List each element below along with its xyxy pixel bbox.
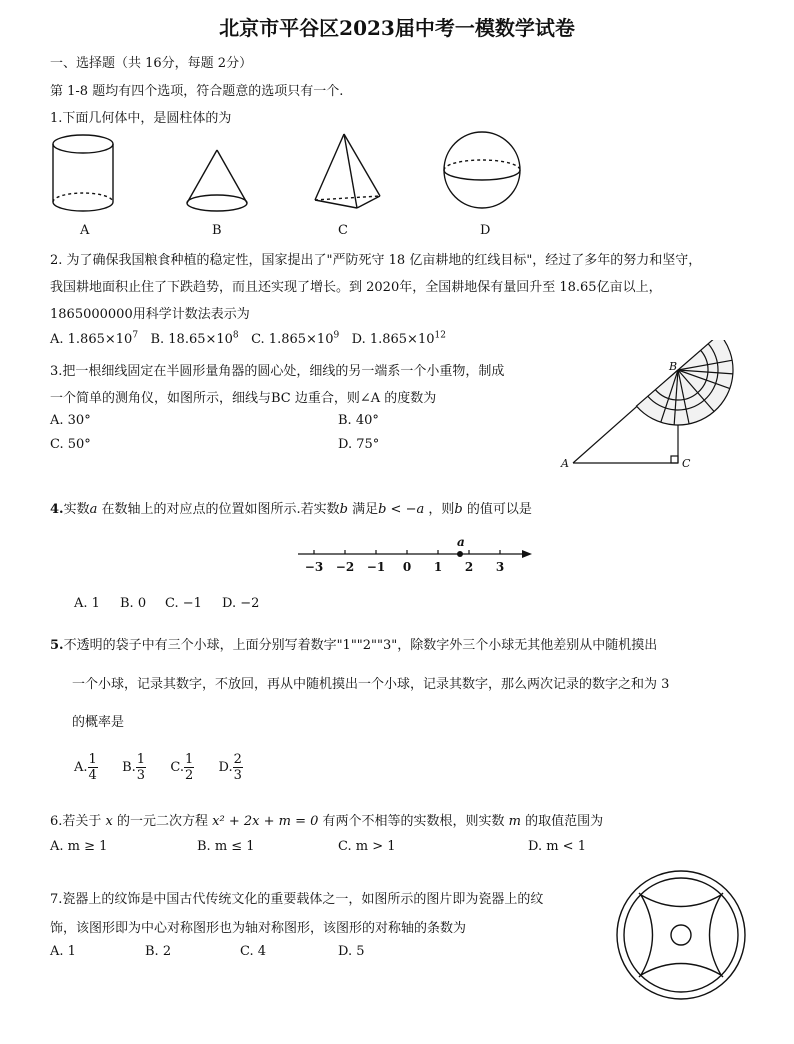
q5-option-d: D. $\frac{2}{3}$: [218, 752, 242, 783]
q5-line1: 5.不透明的袋子中有三个小球，上面分别写着数字"1""2""3"，除数字外三个小球无其他差别从中随机摸出: [50, 638, 658, 653]
q5-option-b: B. $\frac{1}{3}$: [122, 752, 146, 783]
q6-option-d: D. m < 1: [528, 839, 586, 854]
q4-option-d: D. −2: [222, 596, 260, 611]
q7-line1: 7.瓷器上的纹饰是中国古代传统文化的重要载体之一，如图所示的图片即为瓷器上的纹: [50, 892, 544, 907]
q5-option-a: A. $\frac{1}{4}$: [74, 752, 97, 783]
q2-option-c: C. $1.865\times 10^9$: [251, 331, 340, 348]
page-title: 北京市平谷区2023届中考一模数学试卷: [219, 16, 575, 40]
q3-label-c: C: [682, 457, 691, 470]
cone-shape: [187, 150, 247, 211]
q2-option-d: D. $1.865\times 10^{12}$: [351, 331, 446, 348]
q1-label-a: A: [80, 223, 90, 238]
q3-label-b: B: [669, 360, 678, 373]
q3-option-c: C. 50°: [50, 437, 91, 452]
q2-option-a: A. $1.865\times 10^7$: [50, 331, 139, 348]
number-line-figure: [290, 533, 540, 575]
q4-option-c: C. −1: [165, 596, 202, 611]
q6-option-a: A. m ≥ 1: [50, 839, 108, 854]
q3-option-a: A. 30°: [50, 413, 91, 428]
sphere-shape: [444, 132, 520, 208]
q2-line3: 1865000000用科学计数法表示为: [50, 307, 250, 322]
q7-option-d: D. 5: [338, 944, 365, 959]
svg-text:−1: −1: [366, 560, 386, 574]
q5-option-c: C. $\frac{1}{2}$: [170, 752, 194, 783]
q6-option-c: C. m > 1: [338, 839, 396, 854]
svg-text:1: 1: [433, 560, 443, 574]
q5-line3: 的概率是: [72, 715, 125, 730]
pyramid-shape: [315, 134, 380, 208]
section-instruction: 第 1-8 题均有四个选项，符合题意的选项只有一个.: [50, 84, 344, 99]
q2-option-b: B. $18.65\times 10^8$: [150, 331, 239, 348]
q3-line1: 3.把一根细线固定在半圆形量角器的圆心处，细线的另一端系一个小重物，制成: [50, 364, 505, 379]
q1-stem: 1.下面几何体中，是圆柱体的为: [50, 111, 232, 126]
svg-text:−3: −3: [304, 560, 324, 574]
q3-option-d: D. 75°: [338, 437, 380, 452]
q3-line2: 一个简单的测角仪，如图所示，细线与BC 边重合，则∠A 的度数为: [50, 391, 437, 406]
svg-text:2: 2: [464, 560, 474, 574]
point-a-label: a: [457, 535, 465, 549]
svg-text:0: 0: [402, 560, 412, 574]
q1-label-c: C: [338, 223, 348, 238]
q1-label-d: D: [480, 223, 491, 238]
q3-label-a: A: [561, 457, 569, 470]
svg-text:−2: −2: [335, 560, 355, 574]
protractor-triangle-figure: [555, 340, 740, 475]
section-heading: 一、选择题（共 16分，每题 2分）: [50, 56, 253, 71]
q4-stem: 4.实数a 在数轴上的对应点的位置如图所示.若实数b 满足b < −a ，则b 的值可以是: [50, 502, 532, 517]
point-a-marker: [457, 551, 463, 557]
q2-line1: 2. 为了确保我国粮食种植的稳定性，国家提出了"严防死守 18 亿亩耕地的红线目标"，经过了多年的努力和坚守，: [50, 253, 702, 268]
q4-option-a: A. 1: [74, 596, 100, 611]
q1-solids-figure: [40, 128, 560, 238]
q2-line2: 我国耕地面积止住了下跌趋势，而且还实现了增长。到 2020年，全国耕地保有量回升至 18.65亿亩以上，: [50, 280, 662, 295]
q6-option-b: B. m ≤ 1: [197, 839, 255, 854]
q5-line2: 一个小球，记录其数字，不放回，再从中随机摸出一个小球，记录其数字，那么两次记录的数字之和为 3: [72, 677, 670, 692]
q7-option-a: A. 1: [50, 944, 76, 959]
q4-option-b: B. 0: [120, 596, 147, 611]
q7-line2: 饰，该图形即为中心对称图形也为轴对称图形，该图形的对称轴的条数为: [50, 921, 467, 936]
q7-option-c: C. 4: [240, 944, 267, 959]
q3-option-b: B. 40°: [338, 413, 379, 428]
q6-stem: 6.若关于 x 的一元二次方程 x² + 2x + m = 0 有两个不相等的实数根，则实数 m 的取值范围为: [50, 814, 604, 829]
porcelain-pattern-figure: [612, 866, 750, 1004]
q2-options: [50, 331, 446, 347]
q5-options: [74, 752, 243, 783]
q7-option-b: B. 2: [145, 944, 172, 959]
q1-label-b: B: [212, 223, 222, 238]
cylinder-shape: [53, 135, 113, 211]
svg-text:3: 3: [495, 560, 505, 574]
